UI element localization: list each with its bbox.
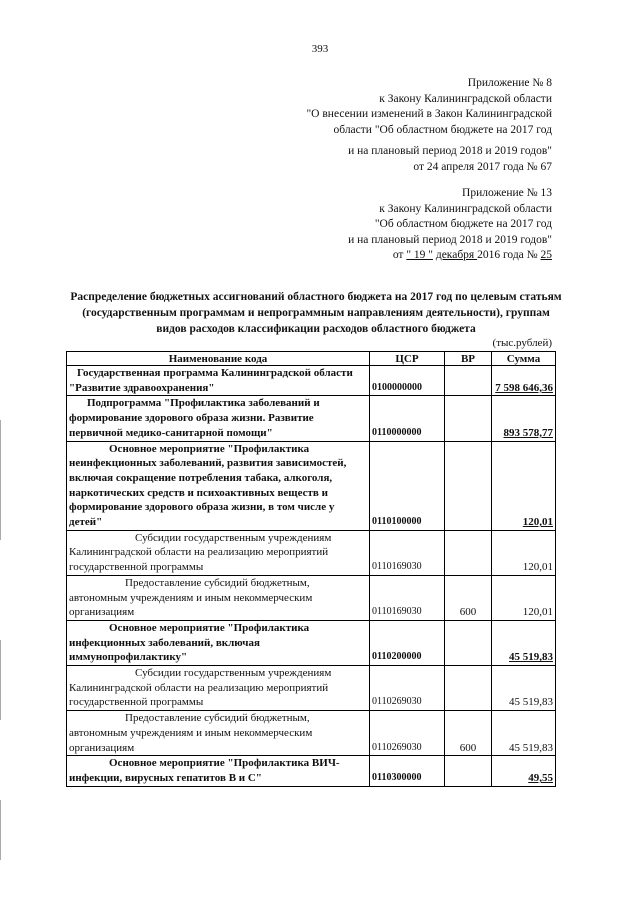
cell-sum: 45 519,83 <box>492 666 556 711</box>
cell-csr: 0110269030 <box>370 711 445 756</box>
cell-name: Основное мероприятие "Профилактика инфекционных заболеваний, включая иммунопрофилактику" <box>67 620 370 665</box>
cell-sum: 120,01 <box>492 530 556 575</box>
cell-sum: 120,01 <box>492 441 556 530</box>
header-csr: ЦСР <box>370 352 445 366</box>
table-row <box>67 530 556 575</box>
appendix-13-line: и на плановый период 2018 и 2019 годов" <box>348 233 552 246</box>
budget-table <box>66 351 556 787</box>
cell-name: Субсидии государственным учреждениям Калининградской области на реализацию мероприятий государственной программы <box>67 666 370 711</box>
date-day: " 19 " <box>406 249 433 262</box>
appendix-13-line: "Об областном бюджете на 2017 год <box>374 218 552 231</box>
cell-csr: 0110169030 <box>370 575 445 620</box>
appendix-13-line: Приложение № 13 <box>462 187 552 199</box>
table-header-row <box>67 352 556 366</box>
cell-csr: 0110200000 <box>370 620 445 665</box>
cell-name: Предоставление субсидий бюджетным, автономным учреждениям и иным некоммерческим организациям <box>67 575 370 620</box>
cell-vr <box>445 366 492 396</box>
cell-name: Субсидии государственным учреждениям Калининградской области на реализацию мероприятий государственной программы <box>67 530 370 575</box>
cell-name: Подпрограмма "Профилактика заболеваний и формирование здорового образа жизни. Развитие первичной медико-санитарной помощи" <box>67 396 370 441</box>
table-row <box>67 396 556 441</box>
cell-vr <box>445 756 492 786</box>
table-row <box>67 366 556 396</box>
units-label: (тыс.рублей) <box>492 337 552 349</box>
appendix-13-date <box>348 248 552 264</box>
cell-vr <box>445 396 492 441</box>
cell-vr <box>445 530 492 575</box>
scan-edge-mark <box>0 640 1 720</box>
appendix-13-header <box>348 186 552 264</box>
appendix-8-line: к Закону Калининградской области <box>379 92 552 105</box>
cell-csr: 0100000000 <box>370 366 445 396</box>
cell-csr: 0110100000 <box>370 441 445 530</box>
table-row <box>67 711 556 756</box>
appendix-13-line: к Закону Калининградской области <box>379 202 552 215</box>
cell-csr: 0110269030 <box>370 666 445 711</box>
header-sum: Сумма <box>492 352 556 366</box>
cell-sum: 120,01 <box>492 575 556 620</box>
appendix-8-line: области "Об областном бюджете на 2017 год <box>333 123 552 136</box>
cell-name: Государственная программа Калининградской области "Развитие здравоохранения" <box>67 366 370 396</box>
table-body <box>67 366 556 787</box>
cell-vr: 600 <box>445 711 492 756</box>
appendix-8-line: Приложение № 8 <box>467 77 552 89</box>
date-month: декабря <box>435 249 478 262</box>
header-vr: ВР <box>445 352 492 366</box>
cell-csr: 0110169030 <box>370 530 445 575</box>
appendix-8-header <box>306 76 552 176</box>
table-row <box>67 666 556 711</box>
header-name: Наименование кода <box>67 352 370 366</box>
cell-vr <box>445 441 492 530</box>
cell-csr: 0110300000 <box>370 756 445 786</box>
cell-name: Основное мероприятие "Профилактика неинфекционных заболеваний, развития зависимостей, включая сокращение потребления табака, алкоголя, наркотических средств и психоактивных веществ и формирование здорового образа жизни, в том числе у детей" <box>67 441 370 530</box>
table-row <box>67 441 556 530</box>
page-number: 393 <box>311 43 329 55</box>
cell-vr <box>445 666 492 711</box>
scan-edge-mark <box>0 420 1 540</box>
cell-csr: 0110000000 <box>370 396 445 441</box>
cell-sum: 7 598 646,36 <box>492 366 556 396</box>
cell-name: Предоставление субсидий бюджетным, автономным учреждениям и иным некоммерческим организациям <box>67 711 370 756</box>
cell-sum: 893 578,77 <box>492 396 556 441</box>
cell-name: Основное мероприятие "Профилактика ВИЧ-инфекции, вирусных гепатитов В и С" <box>67 756 370 786</box>
cell-vr <box>445 620 492 665</box>
cell-sum: 45 519,83 <box>492 711 556 756</box>
table-row <box>67 620 556 665</box>
table-row <box>67 575 556 620</box>
appendix-8-line: "О внесении изменений в Закон Калининградской <box>306 108 552 121</box>
cell-vr: 600 <box>445 575 492 620</box>
appendix-8-line: и на плановый период 2018 и 2019 годов" <box>348 145 552 158</box>
table-row <box>67 756 556 786</box>
date-year-text: 2016 года № <box>477 249 541 262</box>
appendix-8-line: от 24 апреля 2017 года № 67 <box>413 160 552 173</box>
cell-sum: 49,55 <box>492 756 556 786</box>
document-title: Распределение бюджетных ассигнований областного бюджета на 2017 год по целевым статьям (государственным программам и непрограммным направлениям деятельности), группам видов расходов классификации расходов областного бюджета <box>70 291 562 335</box>
date-prefix: от <box>392 249 407 262</box>
law-number: 25 <box>540 249 552 262</box>
scan-edge-mark <box>0 800 1 860</box>
cell-sum: 45 519,83 <box>492 620 556 665</box>
